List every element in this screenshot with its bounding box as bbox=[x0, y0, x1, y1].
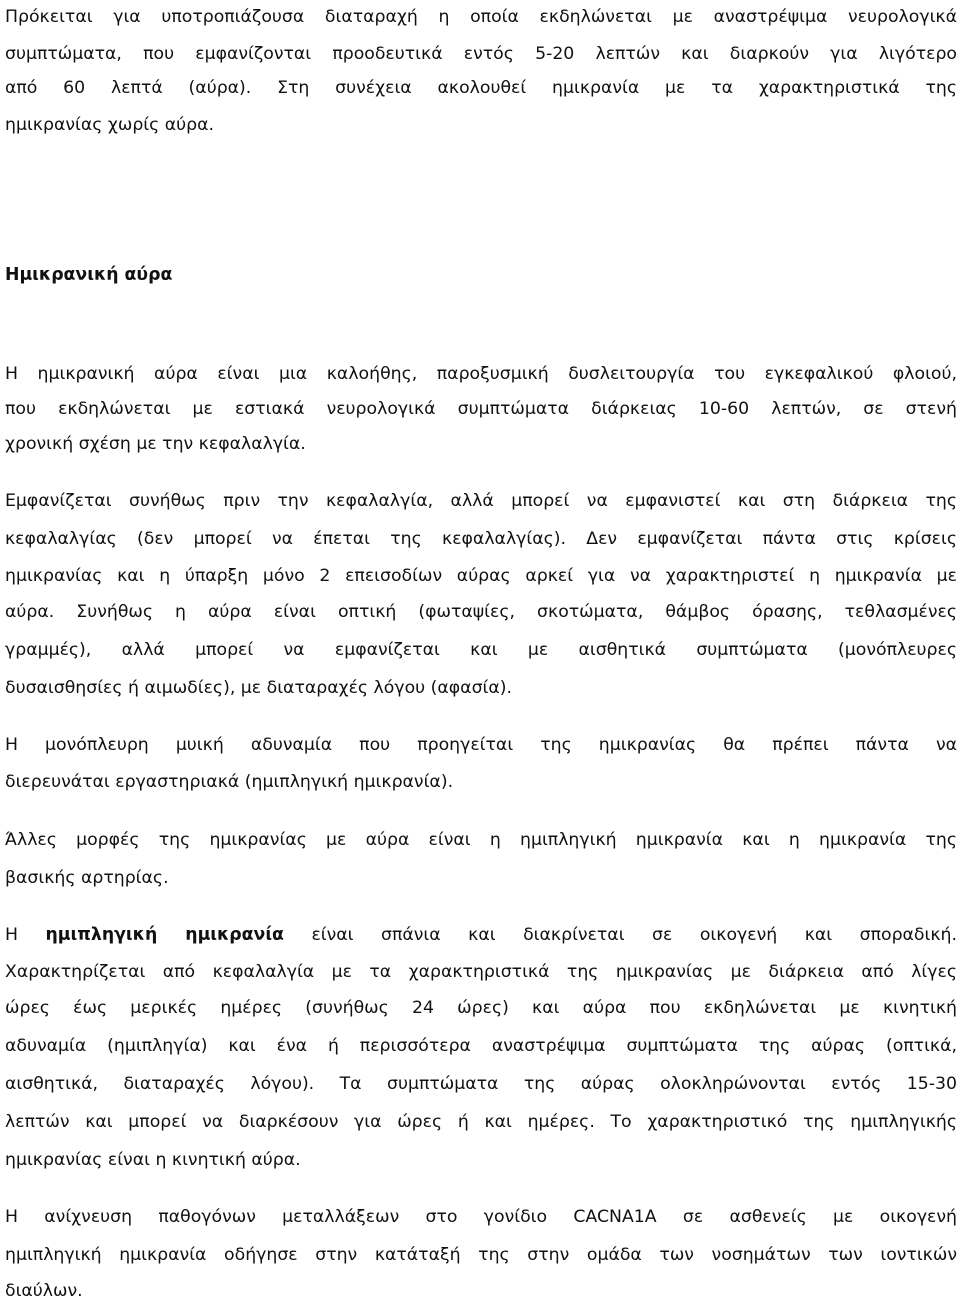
text-span: είναι σπάνια και διακρίνεται σε οικογενή και σποραδική. bbox=[283, 925, 957, 945]
section-heading: Ημικρανική αύρα bbox=[5, 265, 173, 285]
text-line: Εμφανίζεται συνήθως πριν την κεφαλαλγία, αλλά μπορεί να εμφανιστεί και στη διάρκεια της bbox=[5, 491, 957, 511]
text-line: ημικρανίας χωρίς αύρα. bbox=[5, 115, 215, 135]
text-span: Η bbox=[5, 925, 46, 945]
text-line: ημικρανίας και η ύπαρξη μόνο 2 επεισοδίων αύρας αρκεί για να χαρακτηριστεί η ημικρανία με bbox=[5, 566, 957, 586]
text-line: ημιπληγική ημικρανία οδήγησε στην κατάταξή της στην ομάδα των νοσημάτων των ιοντικών bbox=[5, 1245, 957, 1265]
text-line: από 60 λεπτά (αύρα). Στη συνέχεια ακολουθεί ημικρανία με τα χαρακτηριστικά της bbox=[5, 78, 957, 98]
text-line: που εκδηλώνεται με εστιακά νευρολογικά συμπτώματα διάρκειας 10-60 λεπτών, σε στενή bbox=[5, 399, 957, 419]
text-line: δυσαισθησίες ή αιμωδίες), με διαταραχές λόγου (αφασία). bbox=[5, 678, 513, 698]
text-line: αισθητικά, διαταραχές λόγου). Τα συμπτώματα της αύρας ολοκληρώνονται εντός 15-30 bbox=[5, 1074, 957, 1094]
text-line: διερευνάται εργαστηριακά (ημιπληγική ημικρανία). bbox=[5, 772, 454, 792]
text-line: Η ημικρανική αύρα είναι μια καλοήθης, παροξυσμική δυσλειτουργία του εγκεφαλικού φλοιού, bbox=[5, 364, 957, 384]
text-line: κεφαλαλγίας (δεν μπορεί να έπεται της κεφαλαλγίας). Δεν εμφανίζεται πάντα στις κρίσεις bbox=[5, 529, 957, 549]
text-line: συμπτώματα, που εμφανίζονται προοδευτικά εντός 5-20 λεπτών και διαρκούν για λιγότερο bbox=[5, 44, 957, 64]
text-line: διαύλων. bbox=[5, 1281, 83, 1301]
text-line: ώρες έως μερικές ημέρες (συνήθως 24 ώρες) και αύρα που εκδηλώνεται με κινητική bbox=[5, 998, 957, 1018]
text-line: βασικής αρτηρίας. bbox=[5, 868, 169, 888]
text-line: αύρα. Συνήθως η αύρα είναι οπτική (φωταψίες, σκοτώματα, θάμβος όρασης, τεθλασμένες bbox=[5, 602, 957, 622]
text-line: Η ανίχνευση παθογόνων μεταλλάξεων στο γονίδιο CACNA1A σε ασθενείς με οικογενή bbox=[5, 1207, 957, 1227]
text-line: χρονική σχέση με την κεφαλαλγία. bbox=[5, 434, 306, 454]
text-line: ημικρανίας είναι η κινητική αύρα. bbox=[5, 1150, 301, 1170]
text-line: γραμμές), αλλά μπορεί να εμφανίζεται και με αισθητικά συμπτώματα (μονόπλευρες bbox=[5, 640, 957, 660]
text-line-with-bold bbox=[5, 923, 957, 947]
text-line: λεπτών και μπορεί να διαρκέσουν για ώρες ή και ημέρες. Το χαρακτηριστικό της ημιπληγικής bbox=[5, 1112, 957, 1132]
text-line: Άλλες μορφές της ημικρανίας με αύρα είναι η ημιπληγική ημικρανία και η ημικρανία της bbox=[5, 830, 957, 850]
bold-term: ημιπληγική ημικρανία bbox=[45, 925, 284, 945]
text-line: Χαρακτηρίζεται από κεφαλαλγία με τα χαρακτηριστικά της ημικρανίας με διάρκεια από λίγες bbox=[5, 962, 957, 982]
text-line: αδυναμία (ημιπληγία) και ένα ή περισσότερα αναστρέψιμα συμπτώματα της αύρας (οπτικά, bbox=[5, 1036, 957, 1056]
text-line: Η μονόπλευρη μυική αδυναμία που προηγείται της ημικρανίας θα πρέπει πάντα να bbox=[5, 735, 957, 755]
text-line: Πρόκειται για υποτροπιάζουσα διαταραχή η οποία εκδηλώνεται με αναστρέψιμα νευρολογικά bbox=[5, 7, 957, 27]
